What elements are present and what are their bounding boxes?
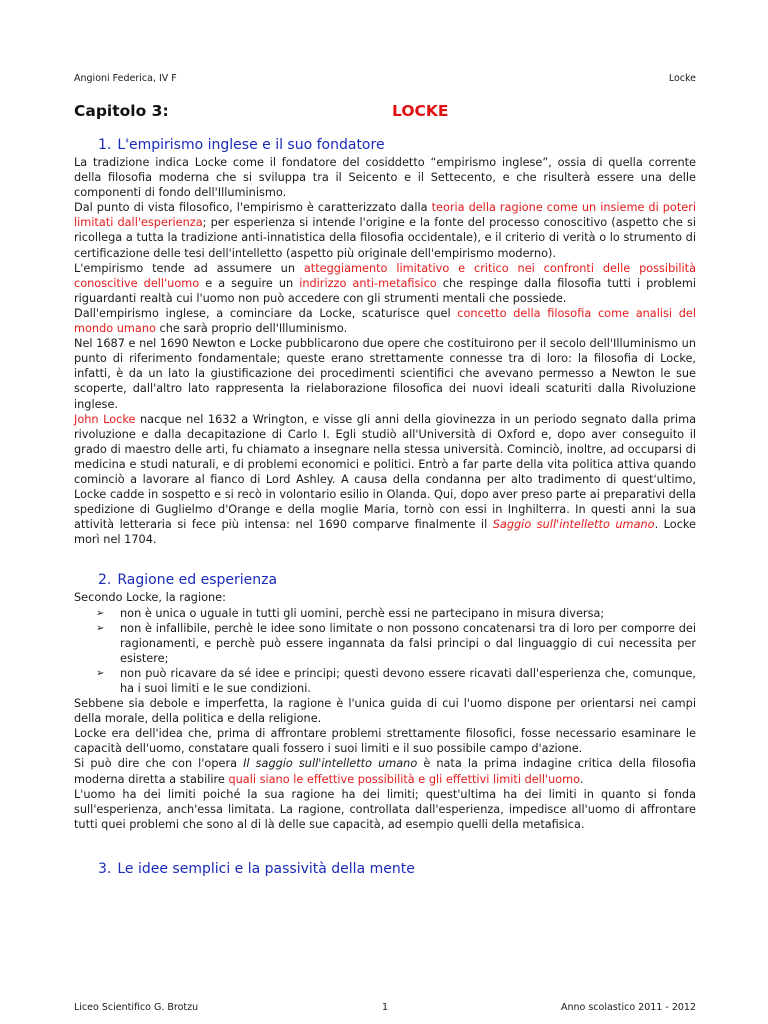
highlighted-text: atteggiamento limitativo e critico nei confronti delle possibilità conoscitive dell'uomo (74, 261, 697, 290)
paragraph (74, 787, 696, 832)
bullet-arrow-icon: ➢ (96, 667, 105, 679)
section-number: 1. (98, 137, 112, 153)
paragraph (74, 412, 696, 548)
text-run: che sarà proprio dell'Illuminismo. (155, 322, 348, 336)
highlighted-text: concetto della filosofia come analisi del mondo umano (74, 306, 696, 336)
text-run: . Locke morì nel 1704. (74, 518, 696, 547)
text-run: Dal punto di vista filosofico, l'empirismo è caratterizzato dalla (74, 201, 432, 215)
text-run: che respinge dalla filosofia tutti i problemi riguardanti realtà cui l'uomo non può accedere con gli strumenti mentali che possiede. (74, 276, 696, 305)
paragraph (74, 155, 696, 200)
section-number: 3. (98, 860, 112, 877)
page-number: 1 (382, 1002, 389, 1013)
header-topic: Locke (668, 73, 696, 84)
paragraph (74, 696, 696, 726)
text-run: Il saggio sull'intelletto umano (243, 757, 418, 771)
paragraph (74, 726, 696, 756)
section-title: L'empirismo inglese e il suo fondatore (117, 137, 385, 153)
text-run: Locke era dell'idea che, prima di affrontare problemi strettamente filosofici, fosse necessario esaminare le capacità dell'uomo, constatare quali fossero i suoi limiti e il suo possibile campo d'azione. (74, 727, 696, 756)
text-run: L'uomo ha dei limiti poiché la sua ragione ha dei limiti; quest'ultima ha dei limiti in quanto si fonda sull'esperienza, anch'essa limitata. La ragione, controllata dall'esperienza, impedisce all'uomo di affrontare tutti quei problemi che sono al di là delle sue capacità, ad esempio quelli della metafisica. (74, 787, 696, 831)
section-gap (74, 547, 696, 571)
paragraph (74, 306, 696, 336)
paragraph (74, 756, 696, 786)
text-run: ; per esperienza si intende l'origine e la fonte del processo conoscitivo (aspetto che si ricollega a tutta la tradizione anti-innatistica della filosofia occidentale), e il criterio di verità o lo strumento di certificazione delle tesi dell'intelletto (aspetto più originale dell'empirismo moderno). (74, 216, 696, 260)
bullet-arrow-icon: ➢ (96, 622, 105, 634)
bullet-arrow-icon: ➢ (96, 607, 105, 619)
highlighted-text: John Locke (74, 412, 136, 426)
highlighted-text: Saggio sull'intelletto umano (492, 518, 655, 532)
section-2-heading (74, 571, 696, 589)
text-run: Sebbene sia debole e imperfetta, la ragione è l'unica guida di cui l'uomo dispone per orientarsi nei campi della morale, della politica e della religione. (74, 697, 696, 726)
highlighted-text: teoria della ragione come un insieme di poteri limitati dall'esperienza (74, 201, 696, 230)
section-number: 2. (98, 572, 112, 589)
footer-year: Anno scolastico 2011 - 2012 (560, 1002, 696, 1013)
text-run: nacque nel 1632 a Wrington, e visse gli anni della giovinezza in un periodo segnato dalla prima rivoluzione e dalla decapitazione di Carlo I. Egli studiò all'Università di Oxford e, dopo aver conseguito il grado di maestro delle arti, fu chiamato a insegnare nella stessa università. Cominciò, inoltre, ad occuparsi di medicina e studi naturali, e di problemi economici e politici. Entrò a far parte della vita politica attiva quando cominciò a lavorare al fianco di Lord Ashley. A causa della condanna per alto tradimento di quest'ultimo, Locke cadde in sospetto e si recò in volontario esilio in Olanda. Qui, dopo aver preso parte ai preparativi della spedizione di Guglielmo d'Orange e della moglie Maria, tornò con essi in Inghilterra. In questi anni la sua attività letteraria si fece più intensa: nel 1690 comparve finalmente il (74, 412, 696, 532)
section-1-heading (74, 136, 696, 154)
paragraph (74, 336, 696, 411)
list-item: ➢ non è unica o uguale in tutti gli uomini, perchè essi ne partecipano in misura diversa; (96, 606, 605, 620)
text-run: Dall'empirismo inglese, a cominciare da Locke, scaturisce quel (74, 306, 458, 320)
chapter-subject: LOCKE (392, 102, 449, 120)
list-item: ➢ non è infallibile, perchè le idee sono limitate o non possono concatenarsi tra di loro per comporre dei ragionamenti, e perchè può essere ingannata da falsi principi o dal linguaggio di cui necessita per esistere; (96, 621, 696, 665)
section-title: Ragione ed esperienza (117, 572, 278, 589)
footer-school: Liceo Scientifico G. Brotzu (74, 1002, 199, 1013)
page-footer (74, 1002, 696, 1016)
bullet-list (74, 606, 696, 697)
section-3-heading (74, 860, 696, 878)
section-title: Le idee semplici e la passività della mente (117, 860, 415, 877)
chapter-label: Capitolo 3: (74, 102, 169, 120)
text-run: è nata la prima indagine critica della filosofia moderna diretta a stabilire (74, 757, 696, 786)
text-run: Nel 1687 e nel 1690 Newton e Locke pubblicarono due opere che costituirono per il secolo dell'Illuminismo un punto di riferimento fondamentale; queste erano strettamente connesse tra di loro: la filosofia di Locke, infatti, è da un lato la giustificazione dei procedimenti scientifici che avevano permesso a Newton le sue scoperte, dall'altro lato rappresenta la rielaborazione filosofica dei nuovi ideali scaturiti dalla Rivoluzione inglese. (74, 337, 696, 411)
chapter-heading (74, 102, 696, 124)
text-run: L'empirismo tende ad assumere un (74, 261, 304, 275)
text-run: . (579, 772, 584, 786)
document-body (74, 136, 696, 879)
section-gap (74, 832, 696, 860)
text-run: Si può dire che con l'opera (74, 757, 244, 771)
section-intro: Secondo Locke, la ragione: (74, 591, 226, 605)
list-item: ➢ non può ricavare da sé idee e principi; questi devono essere ricavati dall'esperienza che, comunque, ha i suoi limiti e le sue condizioni. (96, 666, 696, 695)
page-header (74, 73, 696, 87)
header-author: Angioni Federica, IV F (74, 73, 177, 84)
paragraph (74, 200, 696, 260)
text-run: La tradizione indica Locke come il fondatore del cosiddetto “empirismo inglese”, ossia di quella corrente della filosofia moderna che si sviluppa tra il Seicento e il Settecento, e che risulterà essere una delle componenti di fondo dell'Illuminismo. (74, 156, 696, 200)
highlighted-text: quali siano le effettive possibilità e gli effettivi limiti dell'uomo (228, 772, 580, 786)
paragraph (74, 261, 696, 306)
highlighted-text: indirizzo anti-metafisico (299, 276, 437, 290)
text-run: e a seguire un (199, 276, 300, 290)
